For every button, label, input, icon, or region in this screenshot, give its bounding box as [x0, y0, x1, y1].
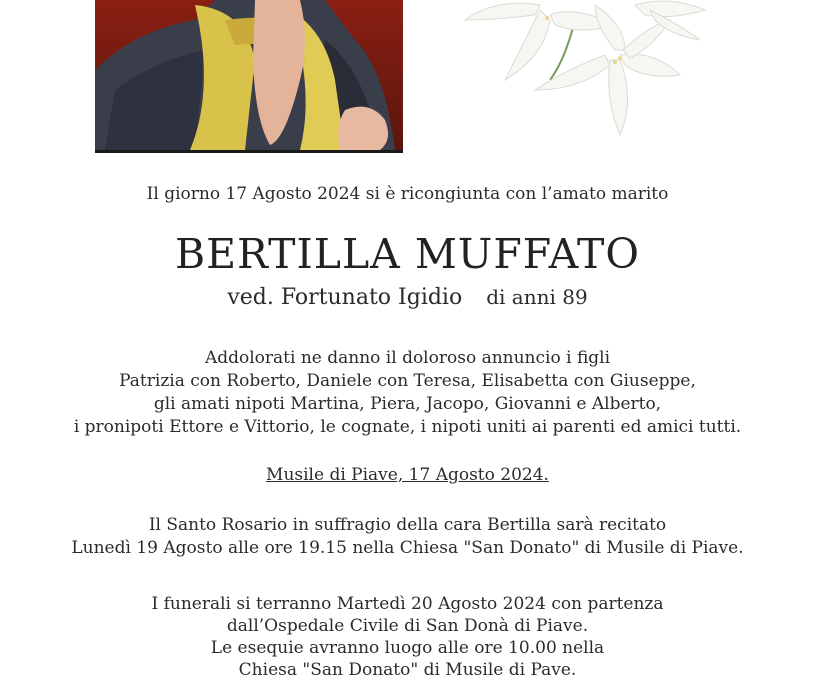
funeral-line: Le esequie avranno luogo alle ore 10.00 nella	[210, 638, 605, 658]
announcement-line: gli amati nipoti Martina, Piera, Jacopo, Giovanni e Alberto,	[153, 394, 662, 414]
announcement-line: Patrizia con Roberto, Daniele con Teresa, Elisabetta con Giuseppe,	[119, 371, 696, 391]
announcement-line: Addolorati ne danno il doloroso annuncio i figli	[204, 348, 611, 368]
place-date-text: Musile di Piave, 17 Agosto 2024.	[266, 465, 549, 485]
funeral-line: dall’Ospedale Civile di San Donà di Piave.	[226, 616, 589, 636]
rosary-line: Il Santo Rosario in suffragio della cara Bertilla sarà recitato	[148, 515, 667, 535]
funeral-line: I funerali si terranno Martedì 20 Agosto 2024 con partenza	[151, 594, 664, 614]
place-date	[0, 464, 815, 487]
age: di anni 89	[486, 285, 588, 309]
deceased-name: BERTILLA MUFFATO	[174, 230, 641, 278]
white-lily-icon	[455, 0, 725, 140]
announcement-line: i pronipoti Ettore e Vittorio, le cognate, i nipoti uniti ai parenti ed amici tutti.	[73, 417, 742, 437]
widow-of: ved. Fortunato Igidio	[227, 285, 463, 310]
intro-text: Il giorno 17 Agosto 2024 si è ricongiunta con l’amato marito	[146, 184, 669, 204]
deceased-photo	[95, 0, 403, 153]
widow-line	[0, 285, 815, 310]
funeral-line: Chiesa "San Donato" di Musile di Pave.	[238, 660, 577, 680]
rosary-line: Lunedì 19 Agosto alle ore 19.15 nella Chiesa "San Donato" di Musile di Piave.	[71, 538, 744, 558]
